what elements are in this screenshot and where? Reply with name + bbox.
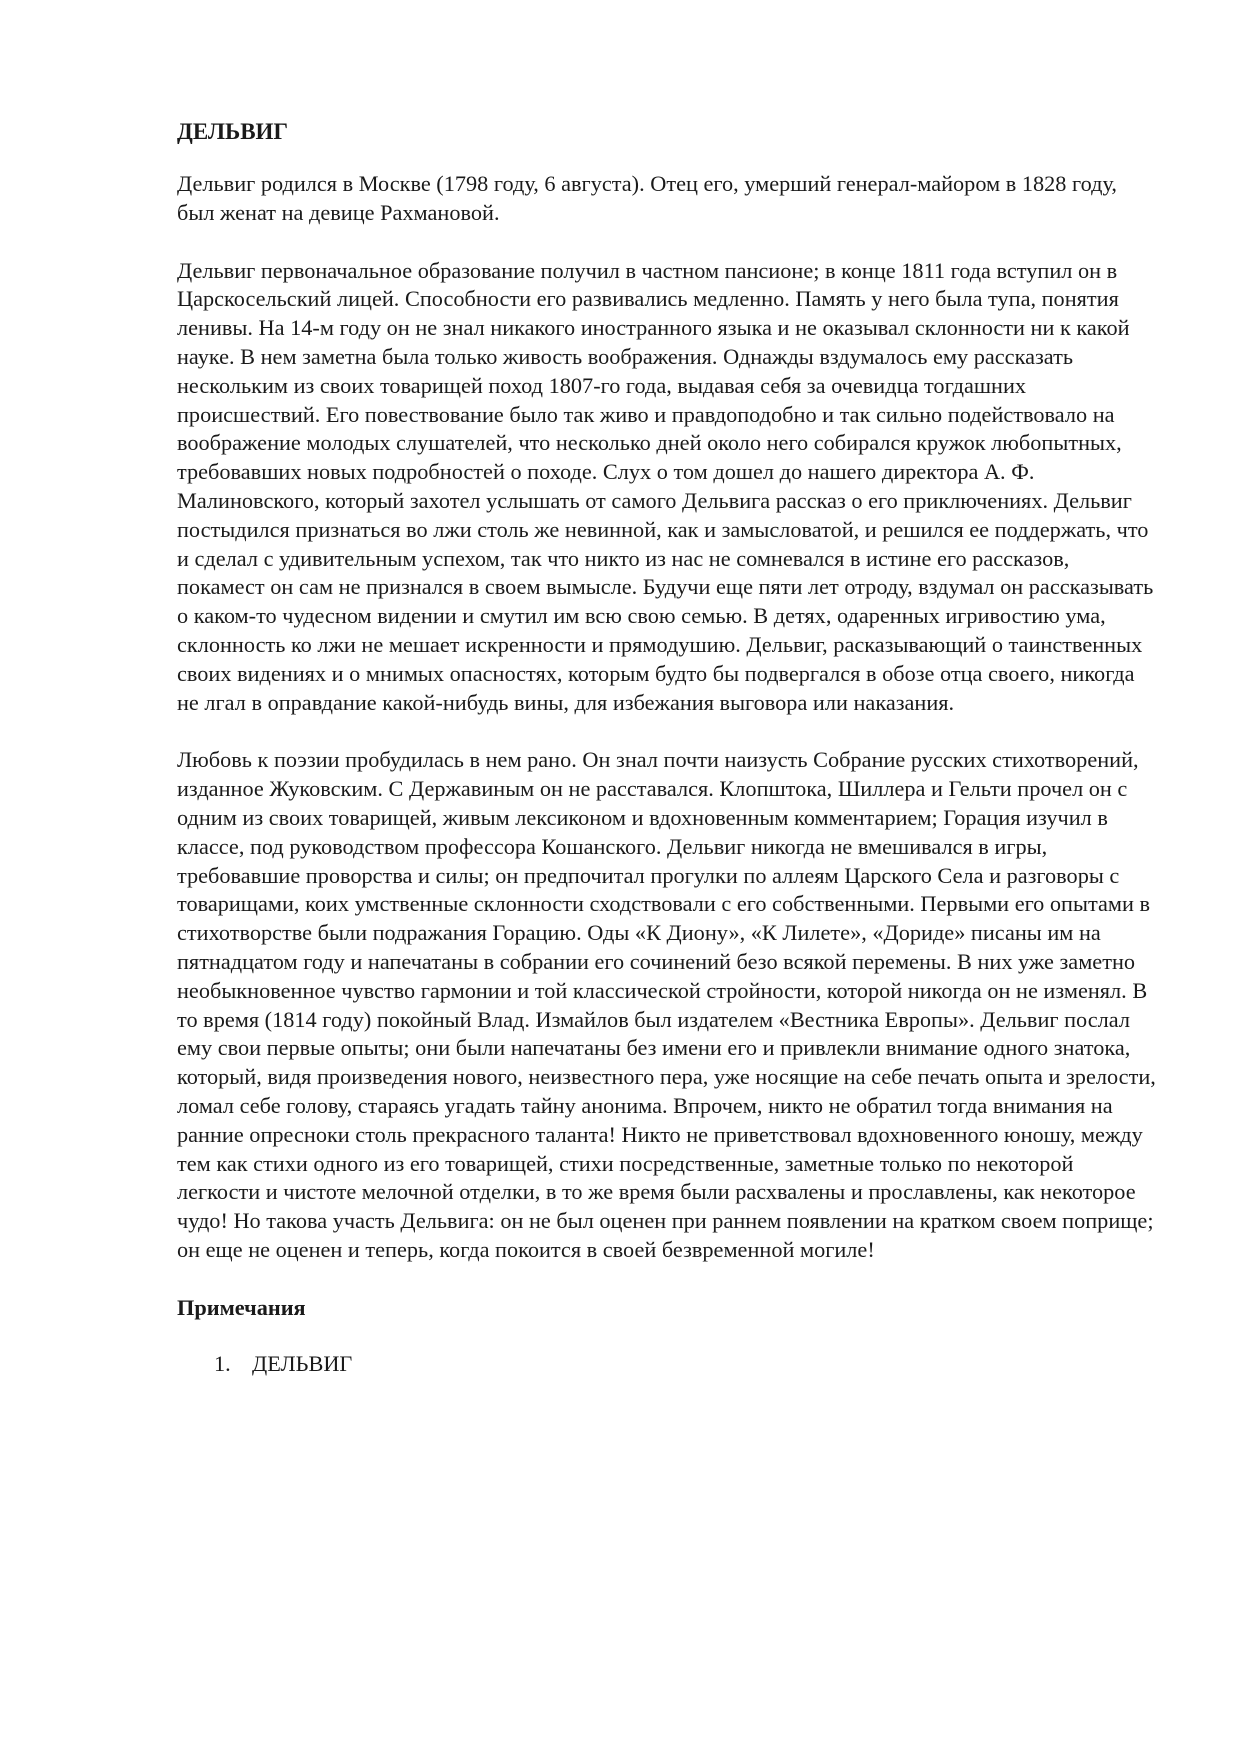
paragraph-education: Дельвиг первоначальное образование получил в частном пансионе; в конце 1811 года вступил он в Царскосельский лицей. Способности его развивались медленно. Память у него была тупа, понятия ленивы. На 14-м году он не знал никакого иностранного языка и не оказывал склонности ни к какой науке. В нем заметна была только живость воображения. Однажды вздумалось ему рассказать нескольким из своих товарищей поход 1807-го года, выдавая себя за очевидца тогдашних происшествий. Его повествование было так живо и правдоподобно и так сильно подействовало на воображение молодых слушателей, что несколько дней около него собирался кружок любопытных, требовавших новых подробностей о походе. Слух о том дошел до нашего директора А. Ф. Малиновского, который захотел услышать от самого Дельвига рассказ о его приключениях. Дельвиг постыдился признаться во лжи столь же невинной, как и замысловатой, и решился ее поддержать, что и сделал с удивительным успехом, так что никто из нас не сомневался в истине его рассказов, покамест он сам не признался в своем вымысле. Будучи еще пяти лет отроду, вздумал он рассказывать о каком-то чудесном видении и смутил им всю свою семью. В детях, одаренных игривостию ума, склонность ко лжи не мешает искренности и прямодушию. Дельвиг, расказывающий о таинственных своих видениях и о мнимых опасностях, которым будто бы подвергался в обозе отца своего, никогда не лгал в оправдание какой-нибудь вины, для избежания выговора или наказания. [177, 257, 1154, 715]
paragraph-birth: Дельвиг родился в Москве (1798 году, 6 августа). Отец его, умерший генерал-майором в 1828 году, был женат на девице Рахмановой. [177, 171, 1117, 225]
notes-list [177, 1350, 1157, 1379]
paragraph-poetry: Любовь к поэзии пробудилась в нем рано. Он знал почти наизусть Собрание русских стихотворений, изданное Жуковским. С Державиным он не расставался. Клопштока, Шиллера и Гельти прочел он с одним из своих товарищей, живым лексиконом и вдохновенным комментарием; Горация изучил в классе, под руководством профессора Кошанского. Дельвиг никогда не вмешивался в игры, требовавшие проворства и силы; он предпочитал прогулки по аллеям Царского Села и разговоры с товарищами, коих умственные склонности сходствовали с его собственными. Первыми его опытами в стихотворстве были подражания Горацию. Оды «К Диону», «К Лилете», «Дориде» писаны им на пятнадцатом году и напечатаны в собрании его сочинений безо всякой перемены. В них уже заметно необыкновенное чувство гармонии и той классической стройности, которой никогда он не изменял. В то время (1814 году) покойный Влад. Измайлов был издателем «Вестника Европы». Дельвиг послал ему свои первые опыты; они были напечатаны без имени его и привлекли внимание одного знатока, который, видя произведения нового, неизвестного пера, уже носящие на себе печать опыта и зрелости, ломал себе голову, стараясь угадать тайну анонима. Впрочем, никто не обратил тогда внимания на ранние опресноки столь прекрасного таланта! Никто не приветствовал вдохновенного юношу, между тем как стихи одного из его товарищей, стихи посредственные, заметные только по некоторой легкости и чистоте мелочной отделки, в то же время были расхвалены и прославлены, как некоторое чудо! Но такова участь Дельвига: он не был оценен при раннем появлении на кратком своем поприще; он еще не оценен и теперь, когда покоится в своей безвременной могиле! [177, 747, 1156, 1262]
document-body [177, 118, 1157, 1378]
note-item [177, 1350, 1157, 1379]
notes-heading: Примечания [177, 1294, 306, 1320]
document-title: ДЕЛЬВИГ [177, 119, 289, 144]
note-number: 1. [214, 1350, 231, 1376]
note-text[interactable]: ДЕЛЬВИГ [252, 1350, 353, 1376]
